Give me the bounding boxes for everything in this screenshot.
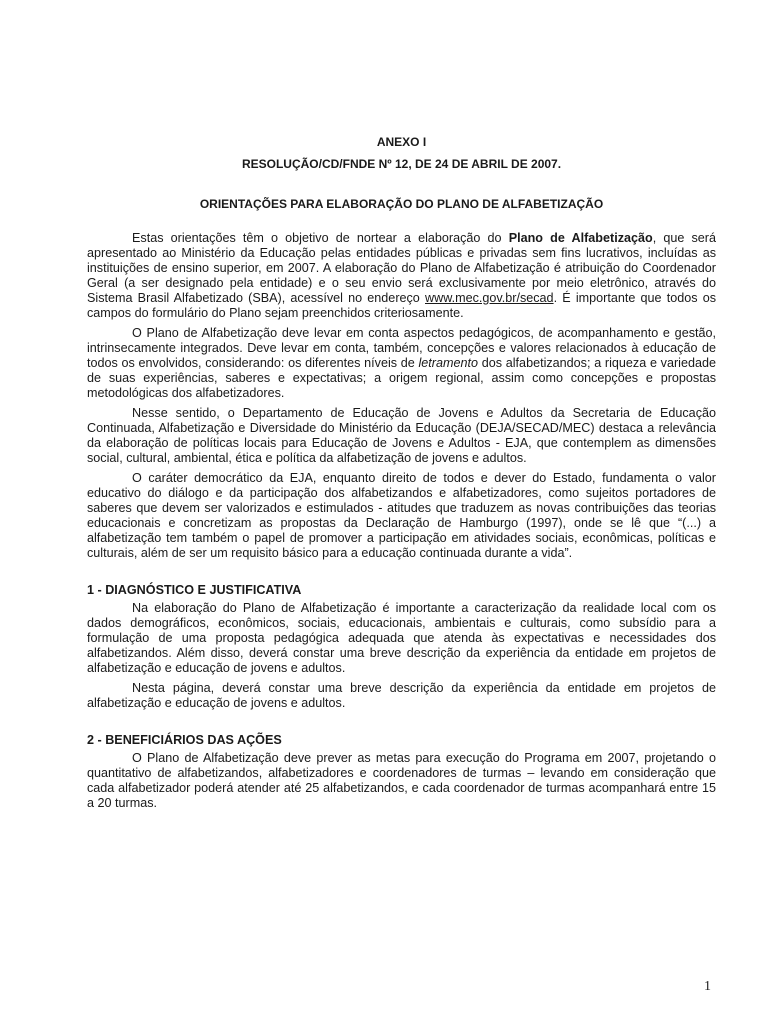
intro-p1-text-b: , que será apresentado ao Ministério da Educação pelas entidades públicas e privadas sem fins lucrativos, incluídas as instituições de ensino superior, em 2007. A elaboração do Plano de Alfabetização é atribuição do Coordenador Geral (a ser designado pela entidade) e o seu envio será exclusivamente por meio eletrônico, através do Sistema Brasil Alfabetizado (SBA), acessível no endereço: [87, 231, 717, 305]
document-body: [87, 134, 716, 816]
section-1-title: 1 - DIAGNÓSTICO E JUSTIFICATIVA: [87, 583, 302, 597]
intro-paragraph-2: [87, 326, 716, 401]
secad-link[interactable]: www.mec.gov.br/secad: [425, 291, 554, 305]
intro-p1-text-c: . É importante que todos os campos do formulário do Plano sejam preenchidos criteriosamente.: [87, 291, 717, 320]
page-number: 1: [704, 979, 711, 994]
section-2-paragraph-1: O Plano de Alfabetização deve prever as metas para execução do Programa em 2007, projetando o quantitativo de alfabetizandos, alfabetizadores e coordenadores de turmas – levando em consideração que cada alfabetizador poderá atender até 25 alfabetizandos, e cada coordenador de turmas acompanhará entre 15 a 20 turmas.: [87, 751, 716, 810]
section-1-paragraph-1: Na elaboração do Plano de Alfabetização é importante a caracterização da realidade local com os dados demográficos, econômicos, sociais, educacionais, ambientais e culturais, como subsídio para a formulação de uma proposta pedagógica adequada que atenda às expectativas e necessidades dos alfabetizandos. Além disso, deverá constar uma breve descrição da experiência da entidade em projetos de alfabetização e educação de jovens e adultos.: [87, 601, 716, 675]
plan-name-bold: Plano de Alfabetização: [508, 231, 653, 245]
section-1-paragraph-2: Nesta página, deverá constar uma breve descrição da experiência da entidade em projetos de alfabetização e educação de jovens e adultos.: [87, 681, 716, 710]
annex-title: ANEXO I: [376, 135, 427, 149]
intro-paragraph-4: O caráter democrático da EJA, enquanto direito de todos e dever do Estado, fundamenta o valor educativo do diálogo e da participação dos alfabetizandos e alfabetizadores, como sujeitos portadores de saberes que devem ser valorizados e estimulados - atitudes que traduzem as novas contribuições das teorias educacionais e concretizam as propostas da Declaração de Hamburgo (1997), onde se lê que “(...) a alfabetização tem também o papel de promover a participação em atividades sociais, econômicas, políticas e culturais, além de ser um requisito básico para a educação continuada durante a vida”.: [87, 471, 716, 560]
intro-p2-text-a: O Plano de Alfabetização deve levar em conta aspectos pedagógicos, de acompanhamento e gestão, intrinsecamente integrados. Deve levar em conta, também, concepções e valores relacionados à educação de todos os envolvidos, considerando: os diferentes níveis de: [87, 326, 716, 370]
intro-paragraph-3: Nesse sentido, o Departamento de Educação de Jovens e Adultos da Secretaria de Educação Continuada, Alfabetização e Diversidade do Ministério da Educação (DEJA/SECAD/MEC) destaca a relevância da elaboração de políticas locais para Educação de Jovens e Adultos - EJA, que contemplem as dimensões social, cultural, ambiental, ética e política da alfabetização de jovens e adultos.: [87, 406, 716, 465]
resolution-title: RESOLUÇÃO/CD/FNDE Nº 12, DE 24 DE ABRIL DE 2007.: [241, 157, 562, 171]
intro-p2-text-b: dos alfabetizandos; a riqueza e variedade de suas experiências, saberes e expectativas; a origem regional, assim como concepções e propostas metodológicas dos alfabetizadores.: [87, 356, 716, 400]
letramento-italic: letramento: [418, 356, 479, 370]
intro-paragraph-1: [87, 231, 716, 321]
document-subject: ORIENTAÇÕES PARA ELABORAÇÃO DO PLANO DE ALFABETIZAÇÃO: [199, 197, 604, 211]
section-2-title: 2 - BENEFICIÁRIOS DAS AÇÕES: [87, 733, 282, 747]
intro-p1-text-a: Estas orientações têm o objetivo de nortear a elaboração do: [132, 231, 509, 245]
